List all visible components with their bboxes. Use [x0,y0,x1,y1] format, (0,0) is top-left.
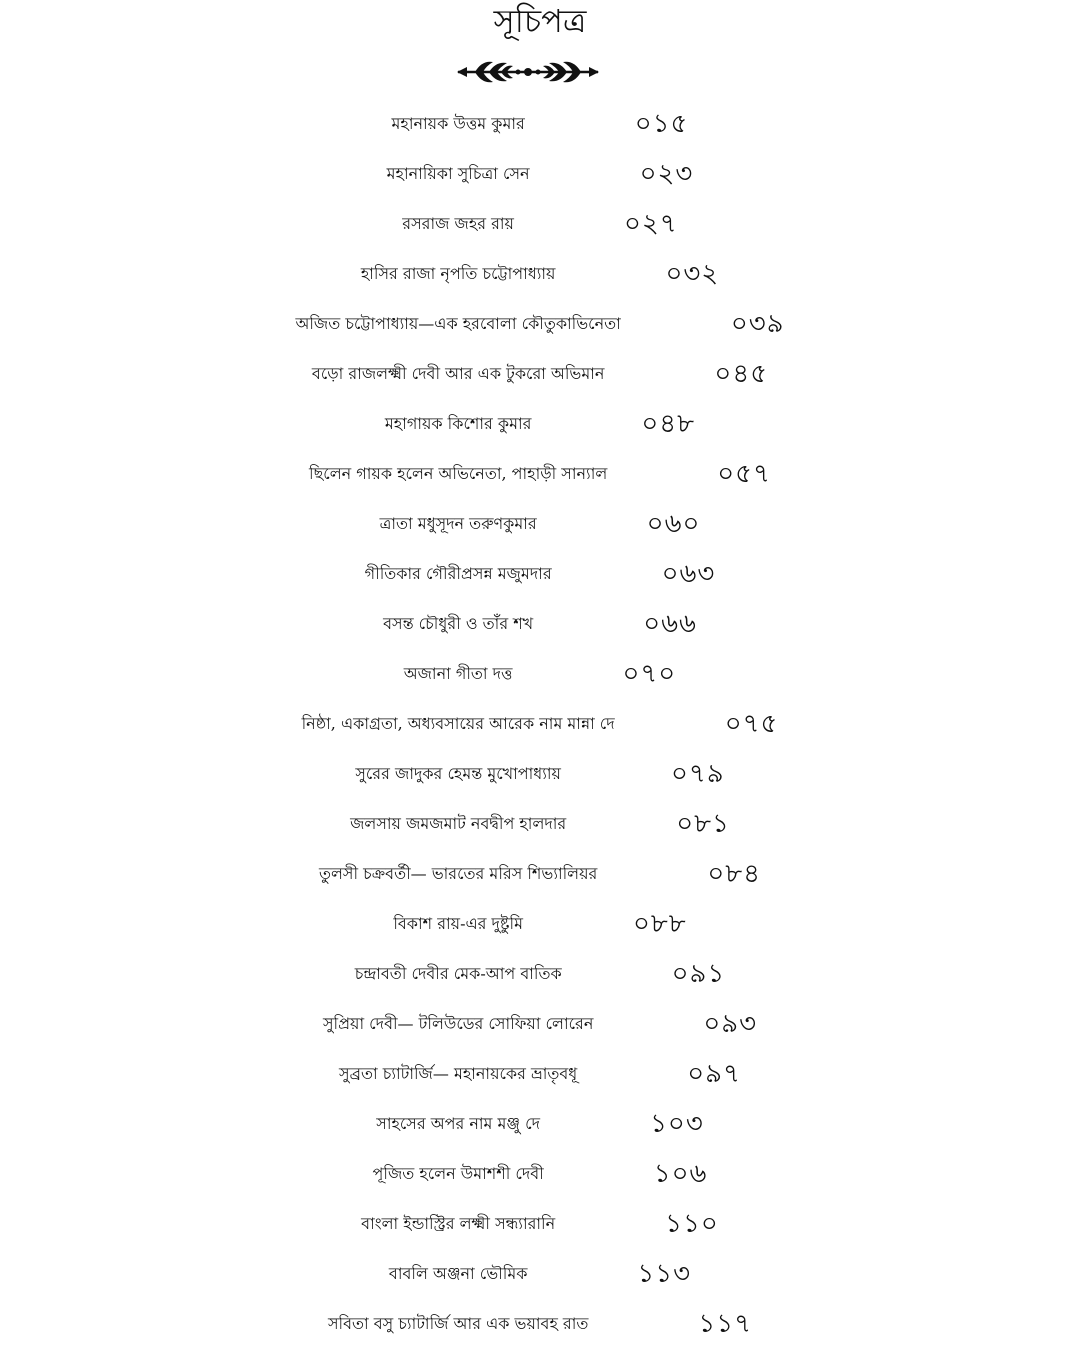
toc-entry-page: ০২৩ [639,159,694,189]
toc-entry [0,749,1080,799]
toc-entry-title: সাহসের অপর নাম মঞ্জু দে [376,1114,541,1133]
toc-entry-page: ১০৬ [653,1159,708,1189]
toc-entry-page: ০৭০ [622,659,677,689]
toc-entry [0,249,1080,299]
toc-entry [0,1299,1080,1349]
toc-entry-title: ত্রাতা মধুসূদন তরুণকুমার [379,514,537,533]
floral-divider-icon [455,54,601,90]
toc-entry [0,799,1080,849]
toc-heading: সূচিপত্র [493,2,587,40]
toc-entry-page: ০৯১ [671,959,726,989]
toc-entry-title: বাংলা ইন্ডাস্ট্রির লক্ষ্মী সন্ধ্যারানি [361,1214,556,1233]
toc-entry-title: মহানায়ক উত্তম কুমার [391,114,525,133]
toc-entry-page: ০২৭ [623,209,678,239]
toc-entry-page: ০৮৮ [633,909,687,939]
toc-entry-page: ০৭৫ [724,709,779,739]
toc-entry-title: নিষ্ঠা, একাগ্রতা, অধ্যবসায়ের আরেক নাম মান্না দে [301,714,615,733]
toc-entry-page: ০৩২ [665,259,720,289]
toc-entry [0,549,1080,599]
toc-entry-title: গীতিকার গৌরীপ্রসন্ন মজুমদার [364,564,552,583]
toc-entry-page: ০৬০ [646,509,701,539]
toc-entry-title: সুরের জাদুকর হেমন্ত মুখোপাধ্যায় [355,764,561,783]
toc-entry [0,499,1080,549]
toc-entry-title: মহাগায়ক কিশোর কুমার [384,414,532,433]
toc-entry-page: ১১৩ [637,1259,692,1289]
toc-entry [0,849,1080,899]
toc-entry-title: রসরাজ জহর রায় [402,214,514,233]
toc-entry [0,99,1080,149]
toc-entry-title: পূজিত হলেন উমাশশী দেবী [372,1164,544,1183]
toc-entry [0,1099,1080,1149]
toc-entry-title: বড়ো রাজলক্ষ্মী দেবী আর এক টুকরো অভিমান [311,364,605,383]
toc-entry-page: ০৪৮ [641,409,696,439]
toc-entry-title: ছিলেন গায়ক হলেন অভিনেতা, পাহাড়ী সান্যাল [309,464,608,483]
toc-entry [0,199,1080,249]
toc-entry [0,699,1080,749]
toc-entry [0,1249,1080,1299]
toc-entry-title: জলসায় জমজমাট নবদ্বীপ হালদার [350,814,567,833]
toc-entry-title: বিকাশ রায়-এর দুষ্টুমি [393,914,523,933]
toc-entry-page: ০৯৩ [703,1009,758,1039]
toc-entry-page: ০৬৩ [661,559,716,589]
toc-entry-page: ১১০ [665,1209,719,1239]
toc-entry [0,399,1080,449]
toc-entry [0,299,1080,349]
toc-entry-page: ০৫৭ [717,459,771,489]
toc-entry-title: হাসির রাজা নৃপতি চট্টোপাধ্যায় [360,264,556,283]
toc-entry-page: ০৯৭ [687,1059,741,1089]
toc-entry-page: ০৪৫ [714,359,769,389]
toc-entry [0,999,1080,1049]
toc-entry-title: বাবলি অঞ্জনা ভৌমিক [388,1264,528,1283]
toc-entry-title: অজানা গীতা দত্ত [403,664,513,683]
toc-entry-page: ০৮১ [676,809,730,839]
toc-entry-page: ০১৫ [634,109,689,139]
toc-entry-title: তুলসী চক্রবর্তী— ভারতের মরিস শিভ্যালিয়র [319,864,598,883]
toc-entry-title: সুব্রতা চ্যাটার্জি— মহানায়কের ভ্রাতৃবধূ [339,1064,578,1083]
toc-entry-page: ০৩৯ [730,309,785,339]
toc-entry-title: সবিতা বসু চ্যাটার্জি আর এক ভয়াবহ রাত [327,1314,589,1333]
toc-entry [0,449,1080,499]
toc-entry [0,349,1080,399]
toc-entry [0,1149,1080,1199]
toc-entry [0,1049,1080,1099]
toc-entry [0,1199,1080,1249]
toc-entry [0,899,1080,949]
toc-entry [0,149,1080,199]
toc-entry-page: ০৬৬ [643,609,697,639]
toc-entry [0,649,1080,699]
toc-entry-title: সুপ্রিয়া দেবী— টলিউডের সোফিয়া লোরেন [322,1014,594,1033]
toc-entry-list [0,99,1080,1349]
toc-entry-title: চন্দ্রাবতী দেবীর মেক-আপ বাতিক [354,964,562,983]
toc-entry-page: ০৮৪ [707,859,761,889]
toc-entry-title: মহানায়িকা সুচিত্রা সেন [386,164,530,183]
toc-entry-page: ০৭৯ [670,759,725,789]
toc-entry-title: অজিত চট্টোপাধ্যায়—এক হরবোলা কৌতুকাভিনেতা [295,314,621,333]
toc-entry [0,599,1080,649]
toc-entry [0,949,1080,999]
toc-entry-page: ১১৭ [698,1309,753,1339]
toc-entry-page: ১০৩ [650,1109,704,1139]
toc-entry-title: বসন্ত চৌধুরী ও তাঁর শখ [383,614,534,633]
